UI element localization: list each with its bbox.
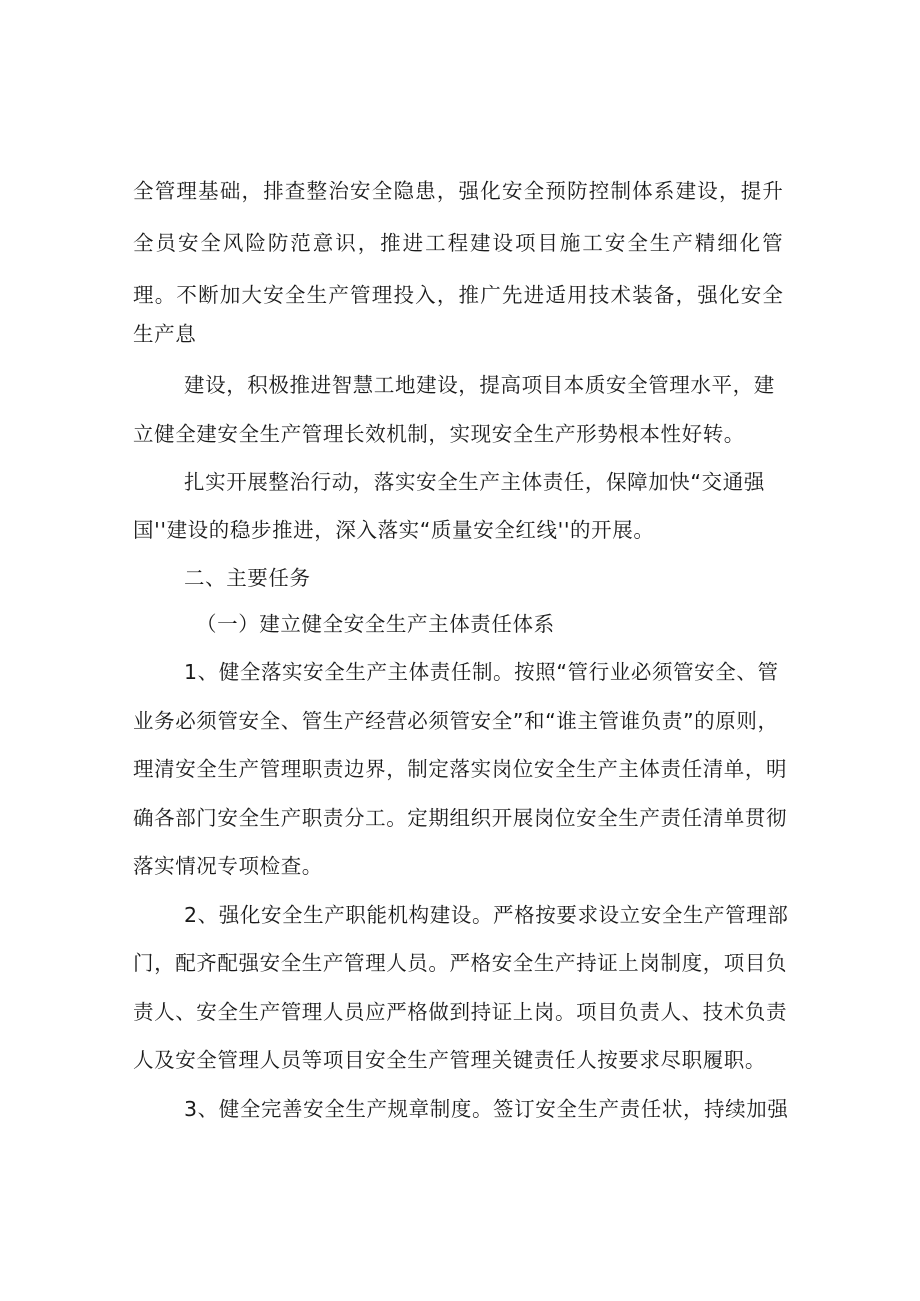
paragraph-line: 立健全建安全生产管理长效机制，实现安全生产形势根本性好转。	[133, 422, 745, 446]
paragraph-line: 3、健全完善安全生产规章制度。签订安全生产责任状，持续加强	[184, 1097, 789, 1121]
paragraph-line: 全 管 理 基 础 ， 排 查 整 治 安 全 隐 患 ， 强 化 安 全 预 防 控 制 体 系 建 设 ， 提 升	[133, 179, 783, 203]
paragraph-line: 2、强化安全生产职能机构建设。严格按要求设立安全生产管理部	[184, 903, 789, 927]
paragraph-line: 建设，积极推进智慧工地建设，提高项目本质安全管理水平，建	[184, 373, 775, 397]
paragraph-line: 扎实开展整治行动，落实安全生产主体责任，保障加快“交通强	[184, 470, 765, 494]
paragraph-line: 业务必须管安全、管生产经营必须管安全”和“谁主管谁负责”的原则，	[133, 709, 779, 733]
paragraph-line: 人及安全管理人员等项目安全生产管理关键责任人按要求尽职履职。	[133, 1048, 766, 1072]
paragraph-line: 责人、安全生产管理人员应严格做到持证上岗。项目负责人、技术负责	[133, 1000, 788, 1024]
paragraph-line: 全 员 安 全 风 险 防 范 意 识 ， 推 进 工 程 建 设 项 目 施 工 安 全 生 产 精 细 化 管	[133, 231, 783, 255]
paragraph-line: 确各部门安全生产职责分工。定期组织开展岗位安全生产责任清单贯彻	[133, 806, 788, 830]
paragraph-line: 1、健全落实安全生产主体责任制。按照“管行业必须管安全、管	[184, 660, 779, 684]
subsection-heading: （一）建立健全安全生产主体责任体系	[196, 612, 555, 636]
section-heading: 二、主要任务	[184, 566, 311, 590]
paragraph-line: 落实情况专项检查。	[133, 854, 323, 878]
paragraph-line: 门，配齐配强安全生产管理人员。严格安全生产持证上岗制度，项目负	[133, 951, 788, 975]
paragraph-line: 生产息	[133, 322, 197, 346]
paragraph-line: 国''建设的稳步推进，深入落实“质量安全红线''的开展。	[133, 518, 655, 542]
paragraph-line: 理 。 不 断 加 大 安 全 生 产 管 理 投 入 ， 推 广 先 进 适 用 技 术 装 备 ， 强 化 安 全	[133, 283, 783, 307]
paragraph-line: 理清安全生产管理职责边界，制定落实岗位安全生产主体责任清单，明	[133, 757, 788, 781]
